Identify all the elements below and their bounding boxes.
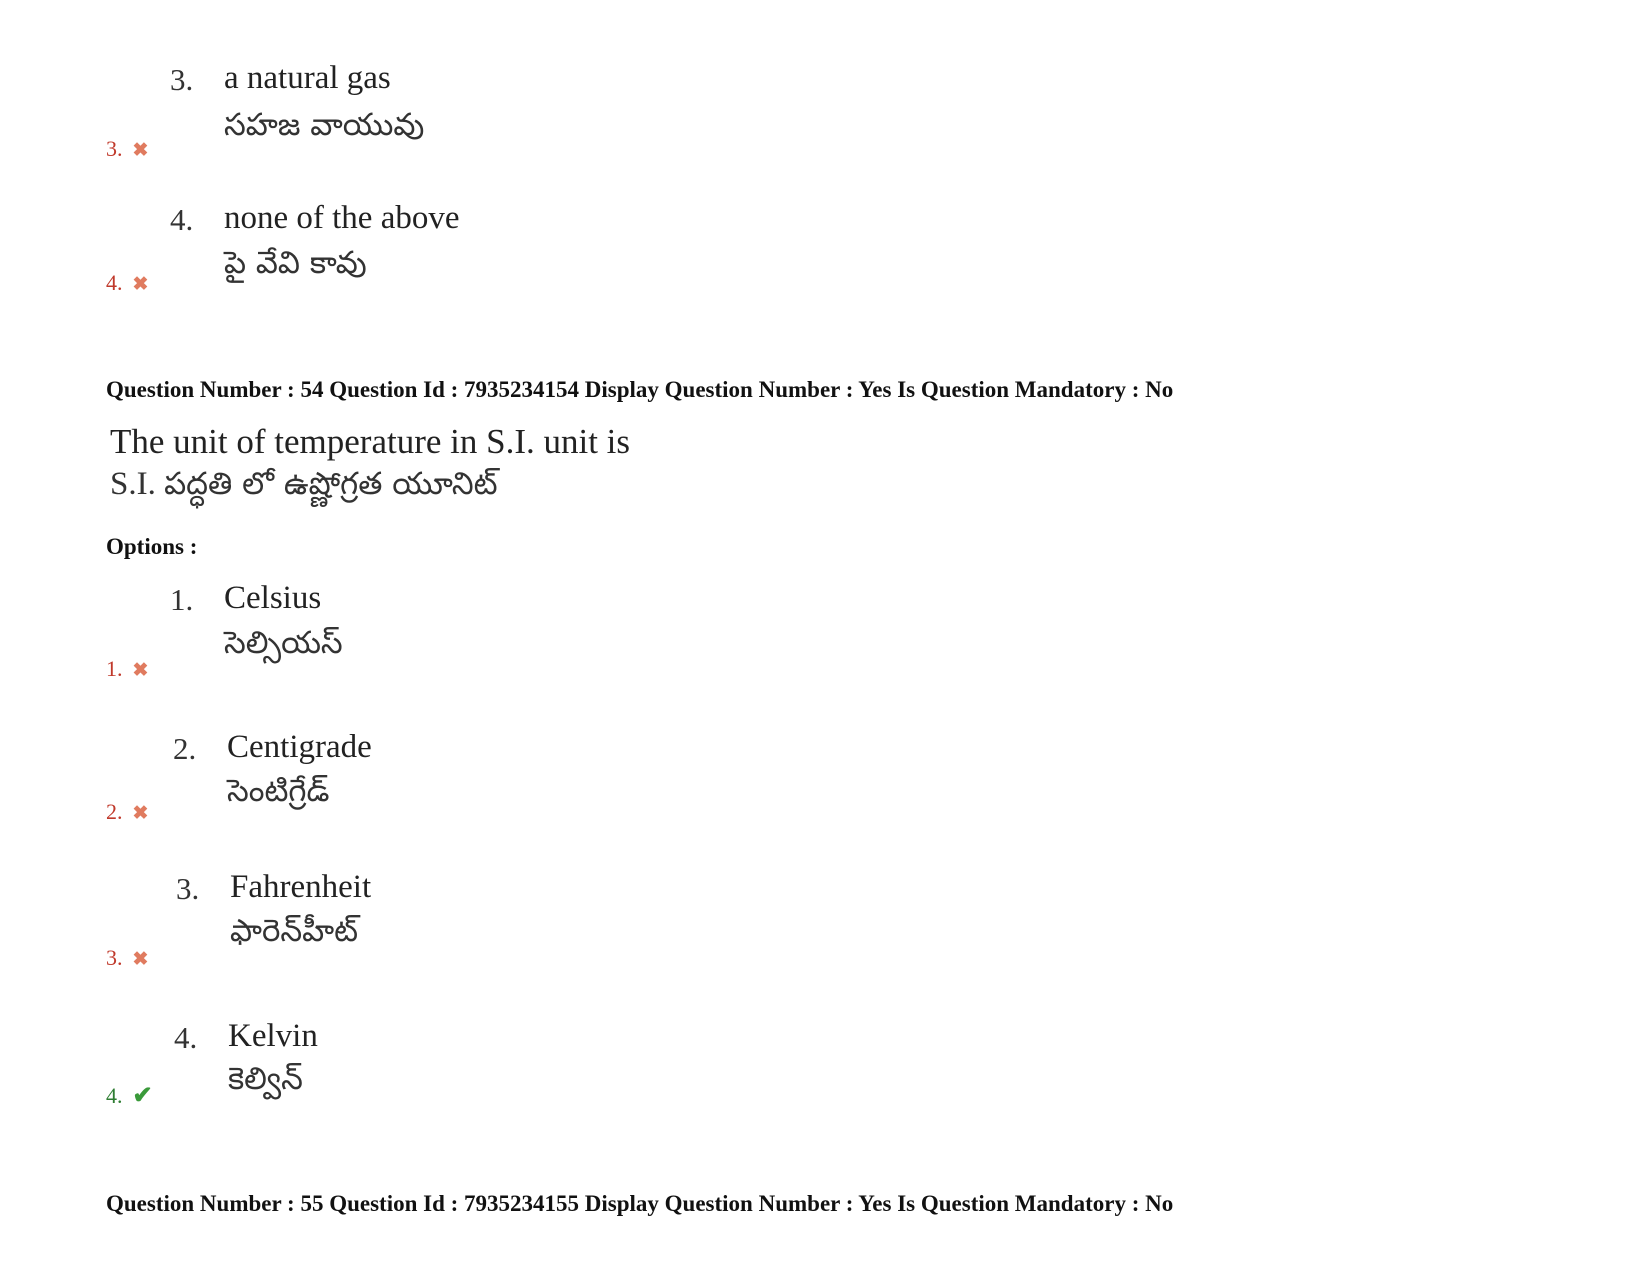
option-status-mark — [106, 658, 148, 680]
cross-icon: ✖ — [132, 274, 149, 295]
question-header: Question Number : 54 Question Id : 7935234154 Display Question Number : Yes Is Question Mandatory : No — [106, 377, 1174, 402]
option-item — [0, 200, 900, 300]
option-mark-label: 3. — [106, 136, 123, 161]
option-mark-label: 4. — [106, 270, 123, 295]
option-mark-label: 4. — [106, 1083, 123, 1108]
option-text-en: Centigrade — [227, 729, 372, 765]
option-mark-label: 1. — [106, 656, 123, 681]
option-item — [0, 869, 900, 979]
option-mark-label: 2. — [106, 799, 123, 824]
option-text-en: none of the above — [224, 200, 460, 236]
cross-icon: ✖ — [132, 949, 149, 970]
option-text-te: ఫారెన్‌హీట్ — [230, 913, 359, 949]
question-header: Question Number : 55 Question Id : 7935234155 Display Question Number : Yes Is Question Mandatory : No — [106, 1191, 1174, 1216]
option-text-en: Kelvin — [228, 1018, 318, 1054]
option-text-te: సహజ వాయువు — [224, 107, 425, 143]
option-number: 4. — [170, 202, 194, 237]
check-icon: ✔ — [132, 1083, 153, 1109]
question-text-te-prefix: S.I. — [110, 466, 156, 502]
question-text-te-body: పద్ధతి లో ఉష్ణోగ్రత యూనిట్ — [164, 466, 498, 502]
option-text-te: పై వేవి కావు — [224, 245, 367, 281]
option-item — [0, 60, 900, 160]
option-item — [0, 1018, 900, 1128]
option-status-mark — [106, 272, 148, 294]
option-number: 1. — [170, 582, 194, 617]
option-text-te: సెల్సియస్ — [224, 625, 343, 661]
option-number: 3. — [176, 871, 200, 906]
question-text-te — [110, 468, 498, 501]
option-number: 3. — [170, 62, 194, 97]
option-status-mark — [106, 801, 148, 823]
question-text-en: The unit of temperature in S.I. unit is — [110, 422, 631, 461]
option-text-te: సెంటిగ్రేడ్ — [227, 773, 330, 809]
option-status-mark — [106, 1084, 153, 1108]
options-label: Options : — [106, 534, 198, 559]
option-item — [0, 729, 900, 839]
option-item — [0, 580, 900, 690]
option-text-te: కెల్విన్ — [228, 1061, 303, 1097]
option-text-en: a natural gas — [224, 60, 391, 96]
cross-icon: ✖ — [132, 803, 149, 824]
cross-icon: ✖ — [132, 660, 149, 681]
option-number: 4. — [174, 1020, 198, 1055]
option-status-mark — [106, 947, 148, 969]
cross-icon: ✖ — [132, 140, 149, 161]
option-mark-label: 3. — [106, 945, 123, 970]
option-status-mark — [106, 138, 148, 160]
option-text-en: Celsius — [224, 580, 322, 616]
option-text-en: Fahrenheit — [230, 869, 372, 905]
option-number: 2. — [173, 731, 197, 766]
